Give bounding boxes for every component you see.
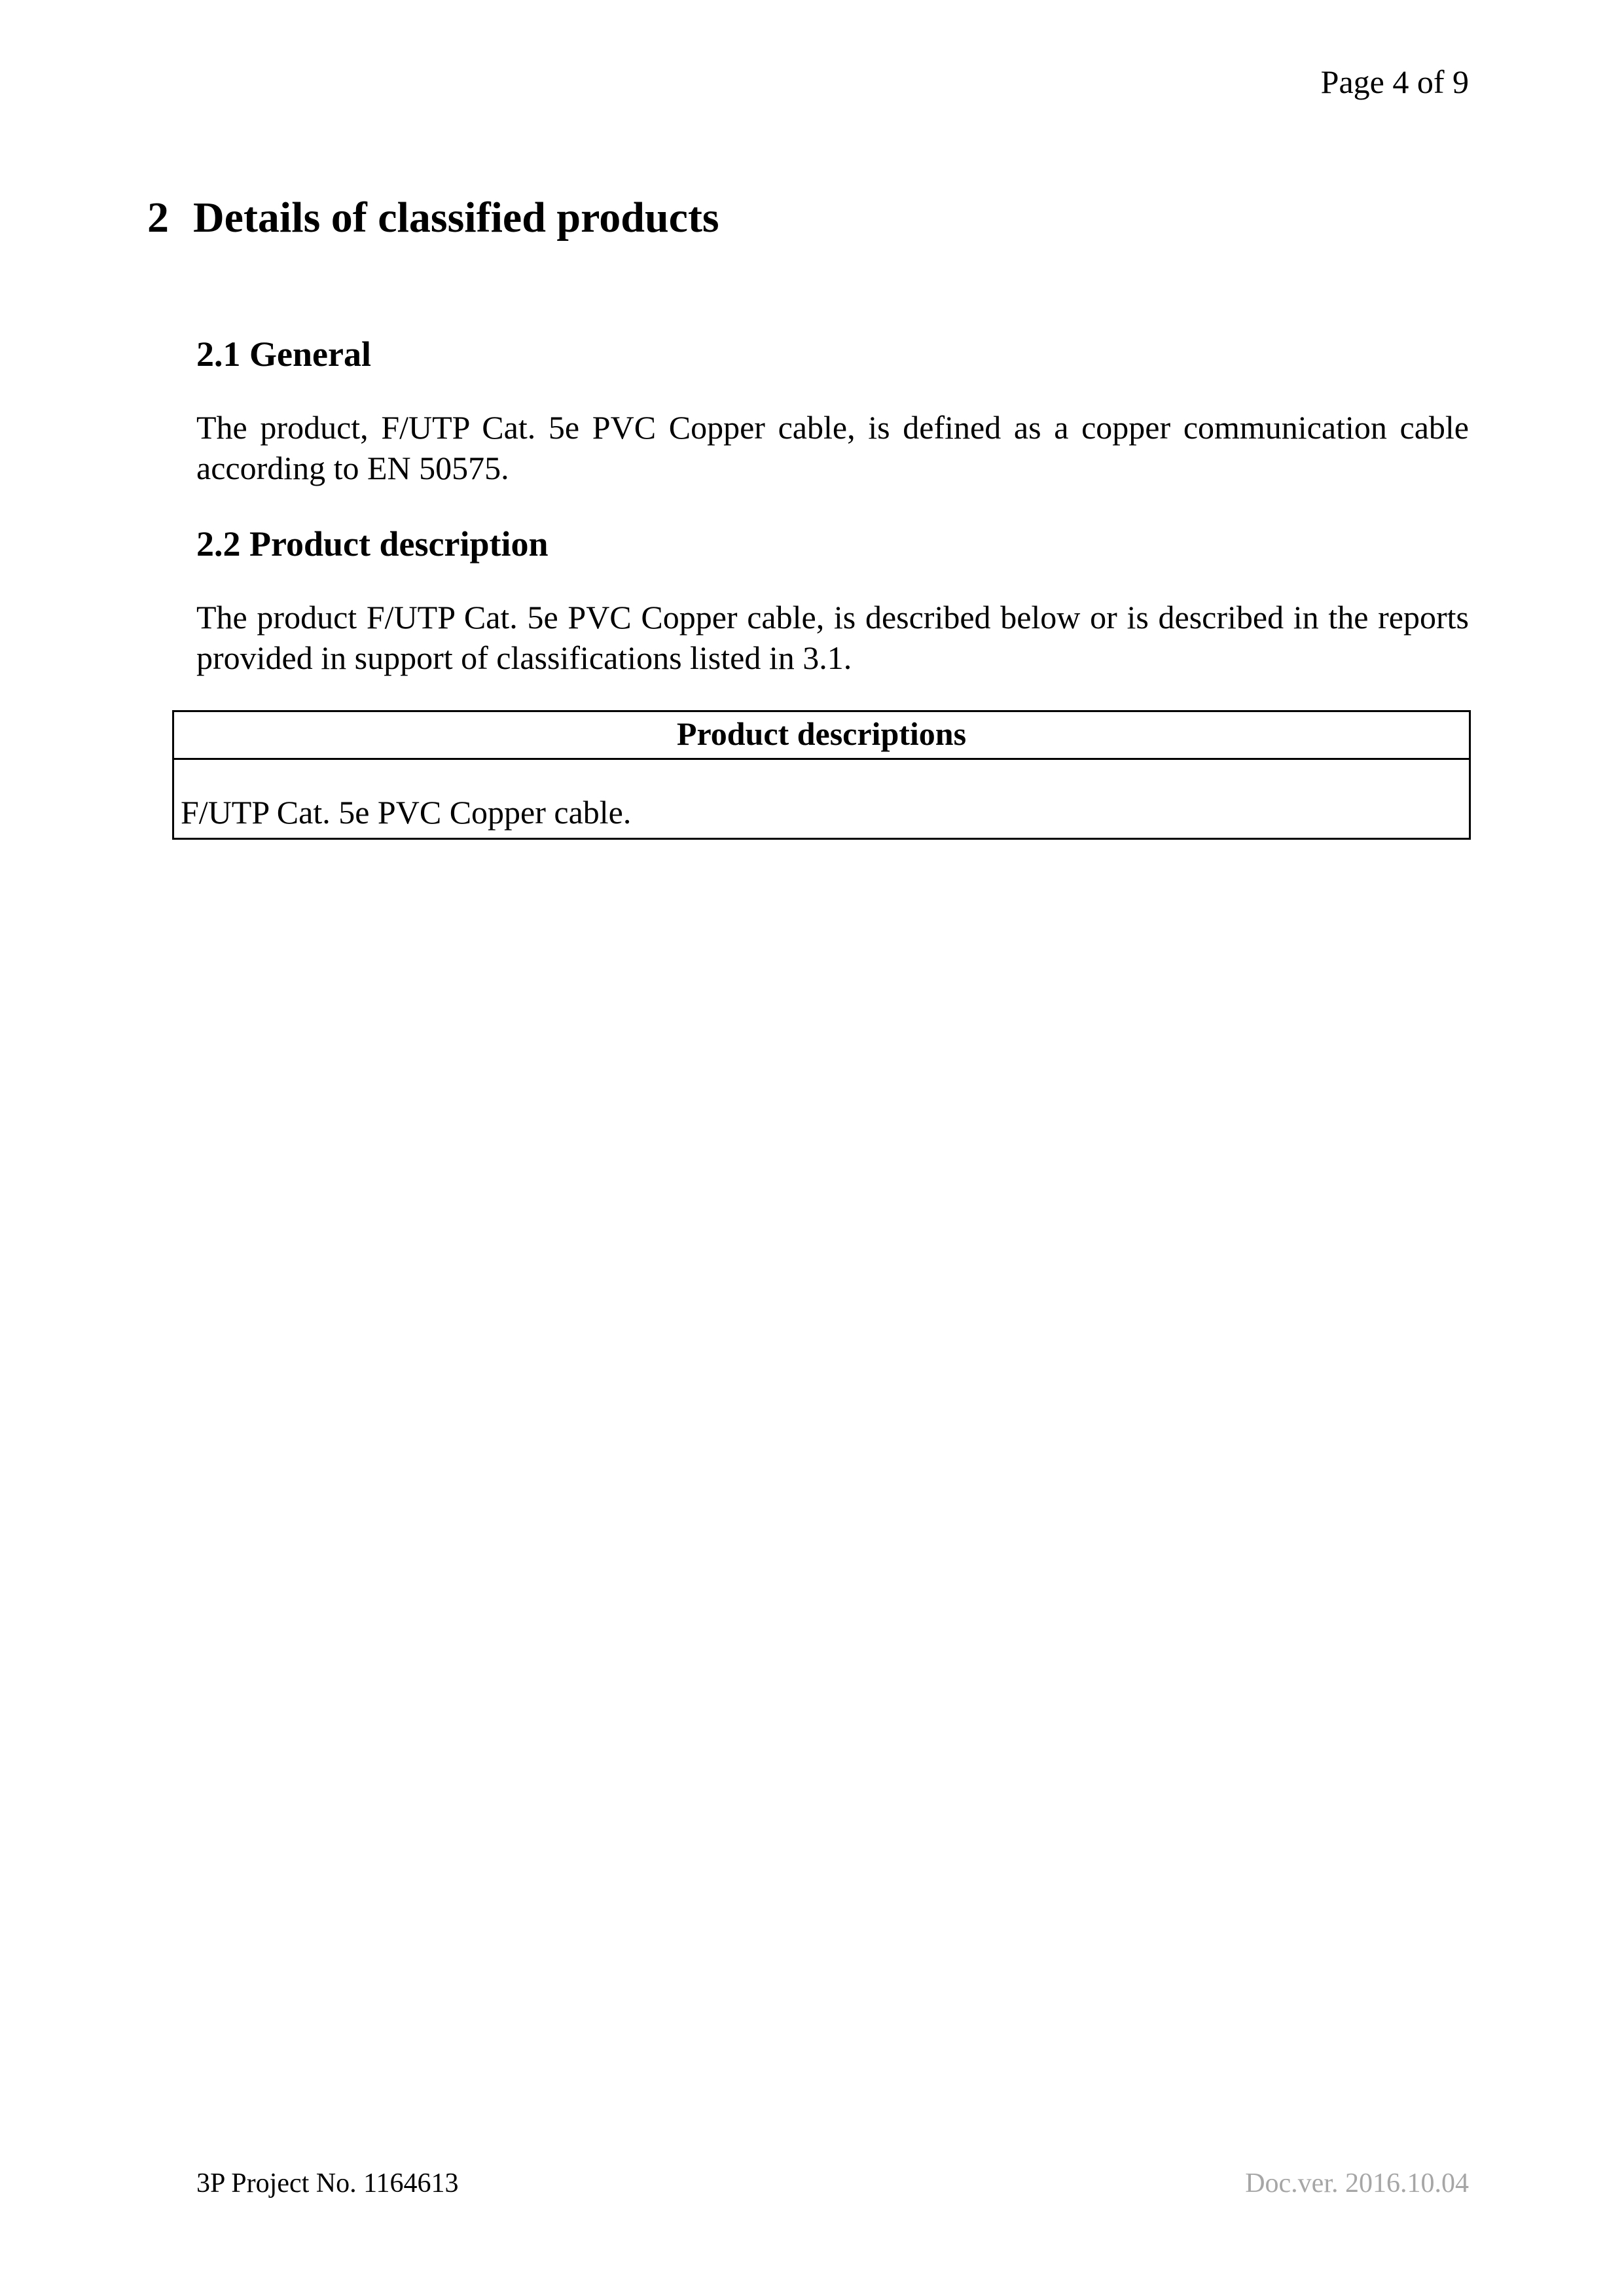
table-row: [173, 759, 1470, 839]
footer-doc-version: Doc.ver. 2016.10.04: [1245, 2168, 1469, 2198]
table-cell-product-description: F/UTP Cat. 5e PVC Copper cable.: [173, 759, 1470, 839]
paragraph-general: The product, F/UTP Cat. 5e PVC Copper cable, is defined as a copper communication cable according to EN 50575.: [196, 409, 1469, 486]
section-heading: [147, 196, 719, 240]
subheading-product-description: 2.2 Product description: [196, 524, 549, 564]
table-header-cell: Product descriptions: [173, 711, 1470, 759]
section-heading-number: 2: [147, 194, 169, 242]
product-descriptions-table: [172, 710, 1471, 840]
footer-project-number: 3P Project No. 1164613: [196, 2168, 459, 2198]
page-number: Page 4 of 9: [1320, 63, 1469, 100]
page-footer: [196, 2166, 1469, 2200]
section-heading-title: Details of classified products: [193, 194, 719, 242]
paragraph-product-description: The product F/UTP Cat. 5e PVC Copper cable, is described below or is described in the reports provided in support of classifications listed in 3.1.: [196, 599, 1469, 676]
subheading-general: 2.1 General: [196, 334, 371, 374]
table-header-row: [173, 711, 1470, 759]
